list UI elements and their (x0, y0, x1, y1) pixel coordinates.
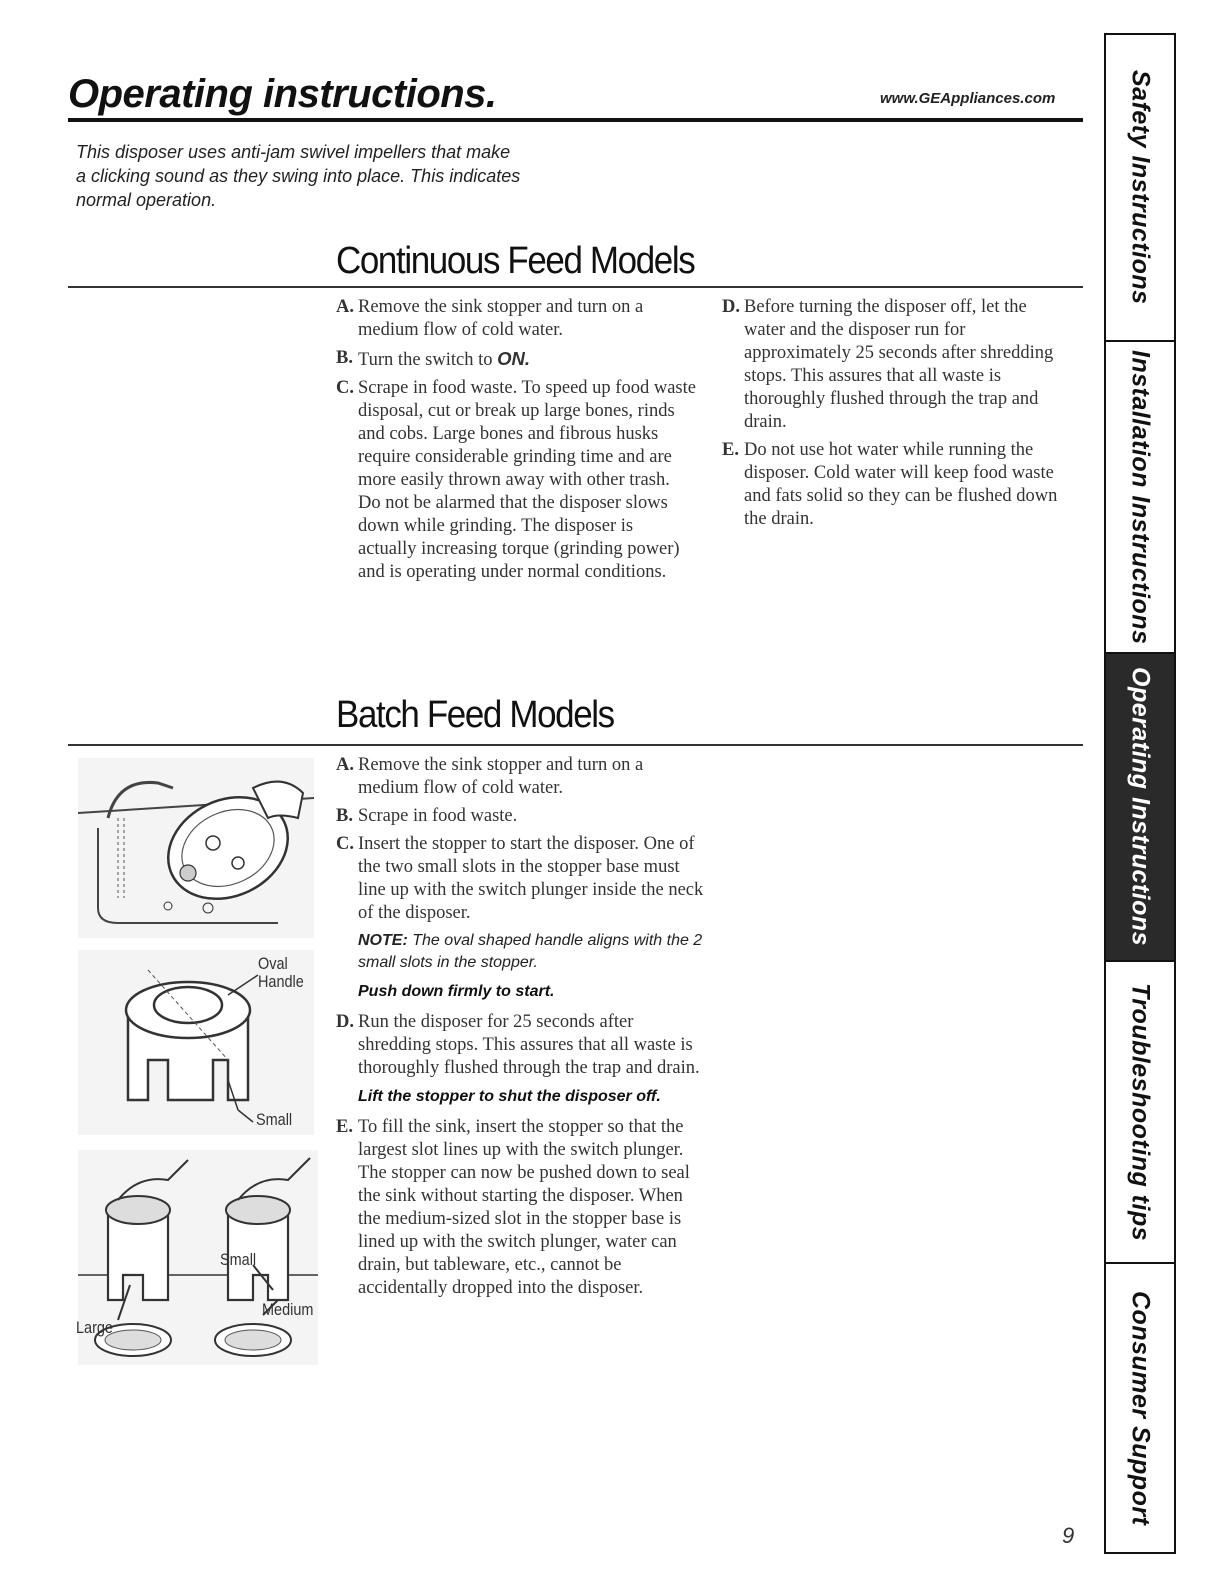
step-letter: E. (336, 1117, 353, 1137)
note-text: The oval shaped handle aligns with the 2 small slots in the stopper. (358, 932, 703, 971)
tab-label: Consumer Support (1126, 1290, 1155, 1526)
note-label: NOTE: (358, 932, 408, 949)
tab-safety-instructions[interactable] (1106, 35, 1174, 340)
batch-steps (336, 754, 706, 1305)
continuous-steps-right (722, 296, 1062, 536)
intro-text (76, 140, 636, 212)
on-emphasis: ON. (497, 348, 530, 369)
stopper-positions-illustration (78, 1150, 318, 1365)
intro-line: normal operation. (76, 190, 217, 210)
step-c (336, 833, 706, 925)
step-text: Insert the stopper to start the disposer. One of the two small slots in the stopper base must line up with the switch plunger inside the neck of the disposer. (358, 834, 704, 923)
step-a (336, 754, 706, 800)
step-text: To fill the sink, insert the stopper so that the largest slot lines up with the switch plunger. The stopper can now be pushed down to seal the sink without starting the disposer. When the medium-sized slot in the stopper base is lined up with the switch plunger, water can drain, but tableware, etc., cannot be accidentally dropped into the disposer. (358, 1117, 690, 1298)
note (336, 930, 706, 974)
step-letter: D. (336, 1012, 354, 1032)
tab-installation-instructions[interactable] (1106, 342, 1174, 652)
step-c (336, 377, 696, 584)
step-text: Do not use hot water while running the disposer. Cold water will keep food waste and fats solid so they can be flushed down the drain. (744, 440, 1058, 529)
sink-scraping-illustration (78, 758, 314, 938)
step-text: Scrape in food waste. To speed up food waste disposal, cut or break up large bones, rinds and cobs. Large bones and fibrous husks require considerable grinding time and are more easily thrown away with other trash. Do not be alarmed that the disposer slows down while grinding. The disposer is actually increasing torque (grinding power) and is operating under normal conditions. (358, 378, 696, 582)
step-text: Scrape in food waste. (358, 806, 518, 826)
tab-operating-instructions[interactable] (1106, 654, 1174, 960)
handle-label: Handle (258, 972, 304, 991)
step-letter: A. (336, 297, 354, 317)
medium-slot-label: Medium (262, 1300, 314, 1319)
step-d (336, 1011, 706, 1080)
step-letter: C. (336, 834, 354, 854)
tab-consumer-support[interactable] (1106, 1264, 1174, 1552)
oval-label: Oval (258, 954, 288, 973)
page-title: Operating instructions. (68, 72, 497, 116)
continuous-section-rule (68, 286, 1083, 288)
step-text: Turn the switch to (358, 350, 498, 370)
intro-line: a clicking sound as they swing into place. This indicates (76, 166, 521, 186)
step-b (336, 347, 696, 372)
step-text: Remove the sink stopper and turn on a medium flow of cold water. (358, 297, 644, 340)
step-a (336, 296, 696, 342)
header-rule (68, 118, 1083, 122)
small-slot-label: Small (220, 1250, 257, 1269)
tab-label: Safety Instructions (1126, 70, 1155, 305)
step-letter: A. (336, 755, 354, 775)
section-tabs (1104, 33, 1176, 1554)
step-text: Remove the sink stopper and turn on a medium flow of cold water. (358, 755, 644, 798)
continuous-section-title: Continuous Feed Models (336, 240, 695, 282)
push-instruction: Push down firmly to start. (358, 983, 555, 1000)
step-letter: C. (336, 378, 354, 398)
step-d (722, 296, 1062, 434)
step-letter: B. (336, 348, 353, 368)
small-label: Small (256, 1110, 293, 1129)
batch-section-title: Batch Feed Models (336, 694, 614, 736)
step-letter: D. (722, 297, 740, 317)
continuous-steps-left (336, 296, 696, 589)
tab-label: Installation Instructions (1126, 349, 1155, 645)
step-e (336, 1116, 706, 1300)
website-url[interactable]: www.GEAppliances.com (880, 90, 1056, 107)
step-b (336, 805, 706, 828)
tab-label: Operating Instructions (1126, 667, 1155, 947)
batch-section-rule (68, 744, 1083, 746)
step-text: Run the disposer for 25 seconds after shredding stops. This assures that all waste is thoroughly flushed through the trap and drain. (358, 1012, 700, 1078)
tab-label: Troubleshooting tips (1126, 982, 1155, 1242)
step-e (722, 439, 1062, 531)
intro-line: This disposer uses anti-jam swivel impellers that make (76, 142, 511, 162)
step-letter: B. (336, 806, 353, 826)
step-text: Before turning the disposer off, let the water and the disposer run for approximately 25 seconds after shredding stops. This assures that all waste is thoroughly flushed through the trap and drain. (744, 297, 1054, 432)
lift-instruction: Lift the stopper to shut the disposer off. (358, 1088, 661, 1105)
page-number: 9 (1062, 1523, 1075, 1548)
tab-troubleshooting-tips[interactable] (1106, 962, 1174, 1262)
large-slot-label: Large (76, 1318, 113, 1337)
step-letter: E. (722, 440, 739, 460)
